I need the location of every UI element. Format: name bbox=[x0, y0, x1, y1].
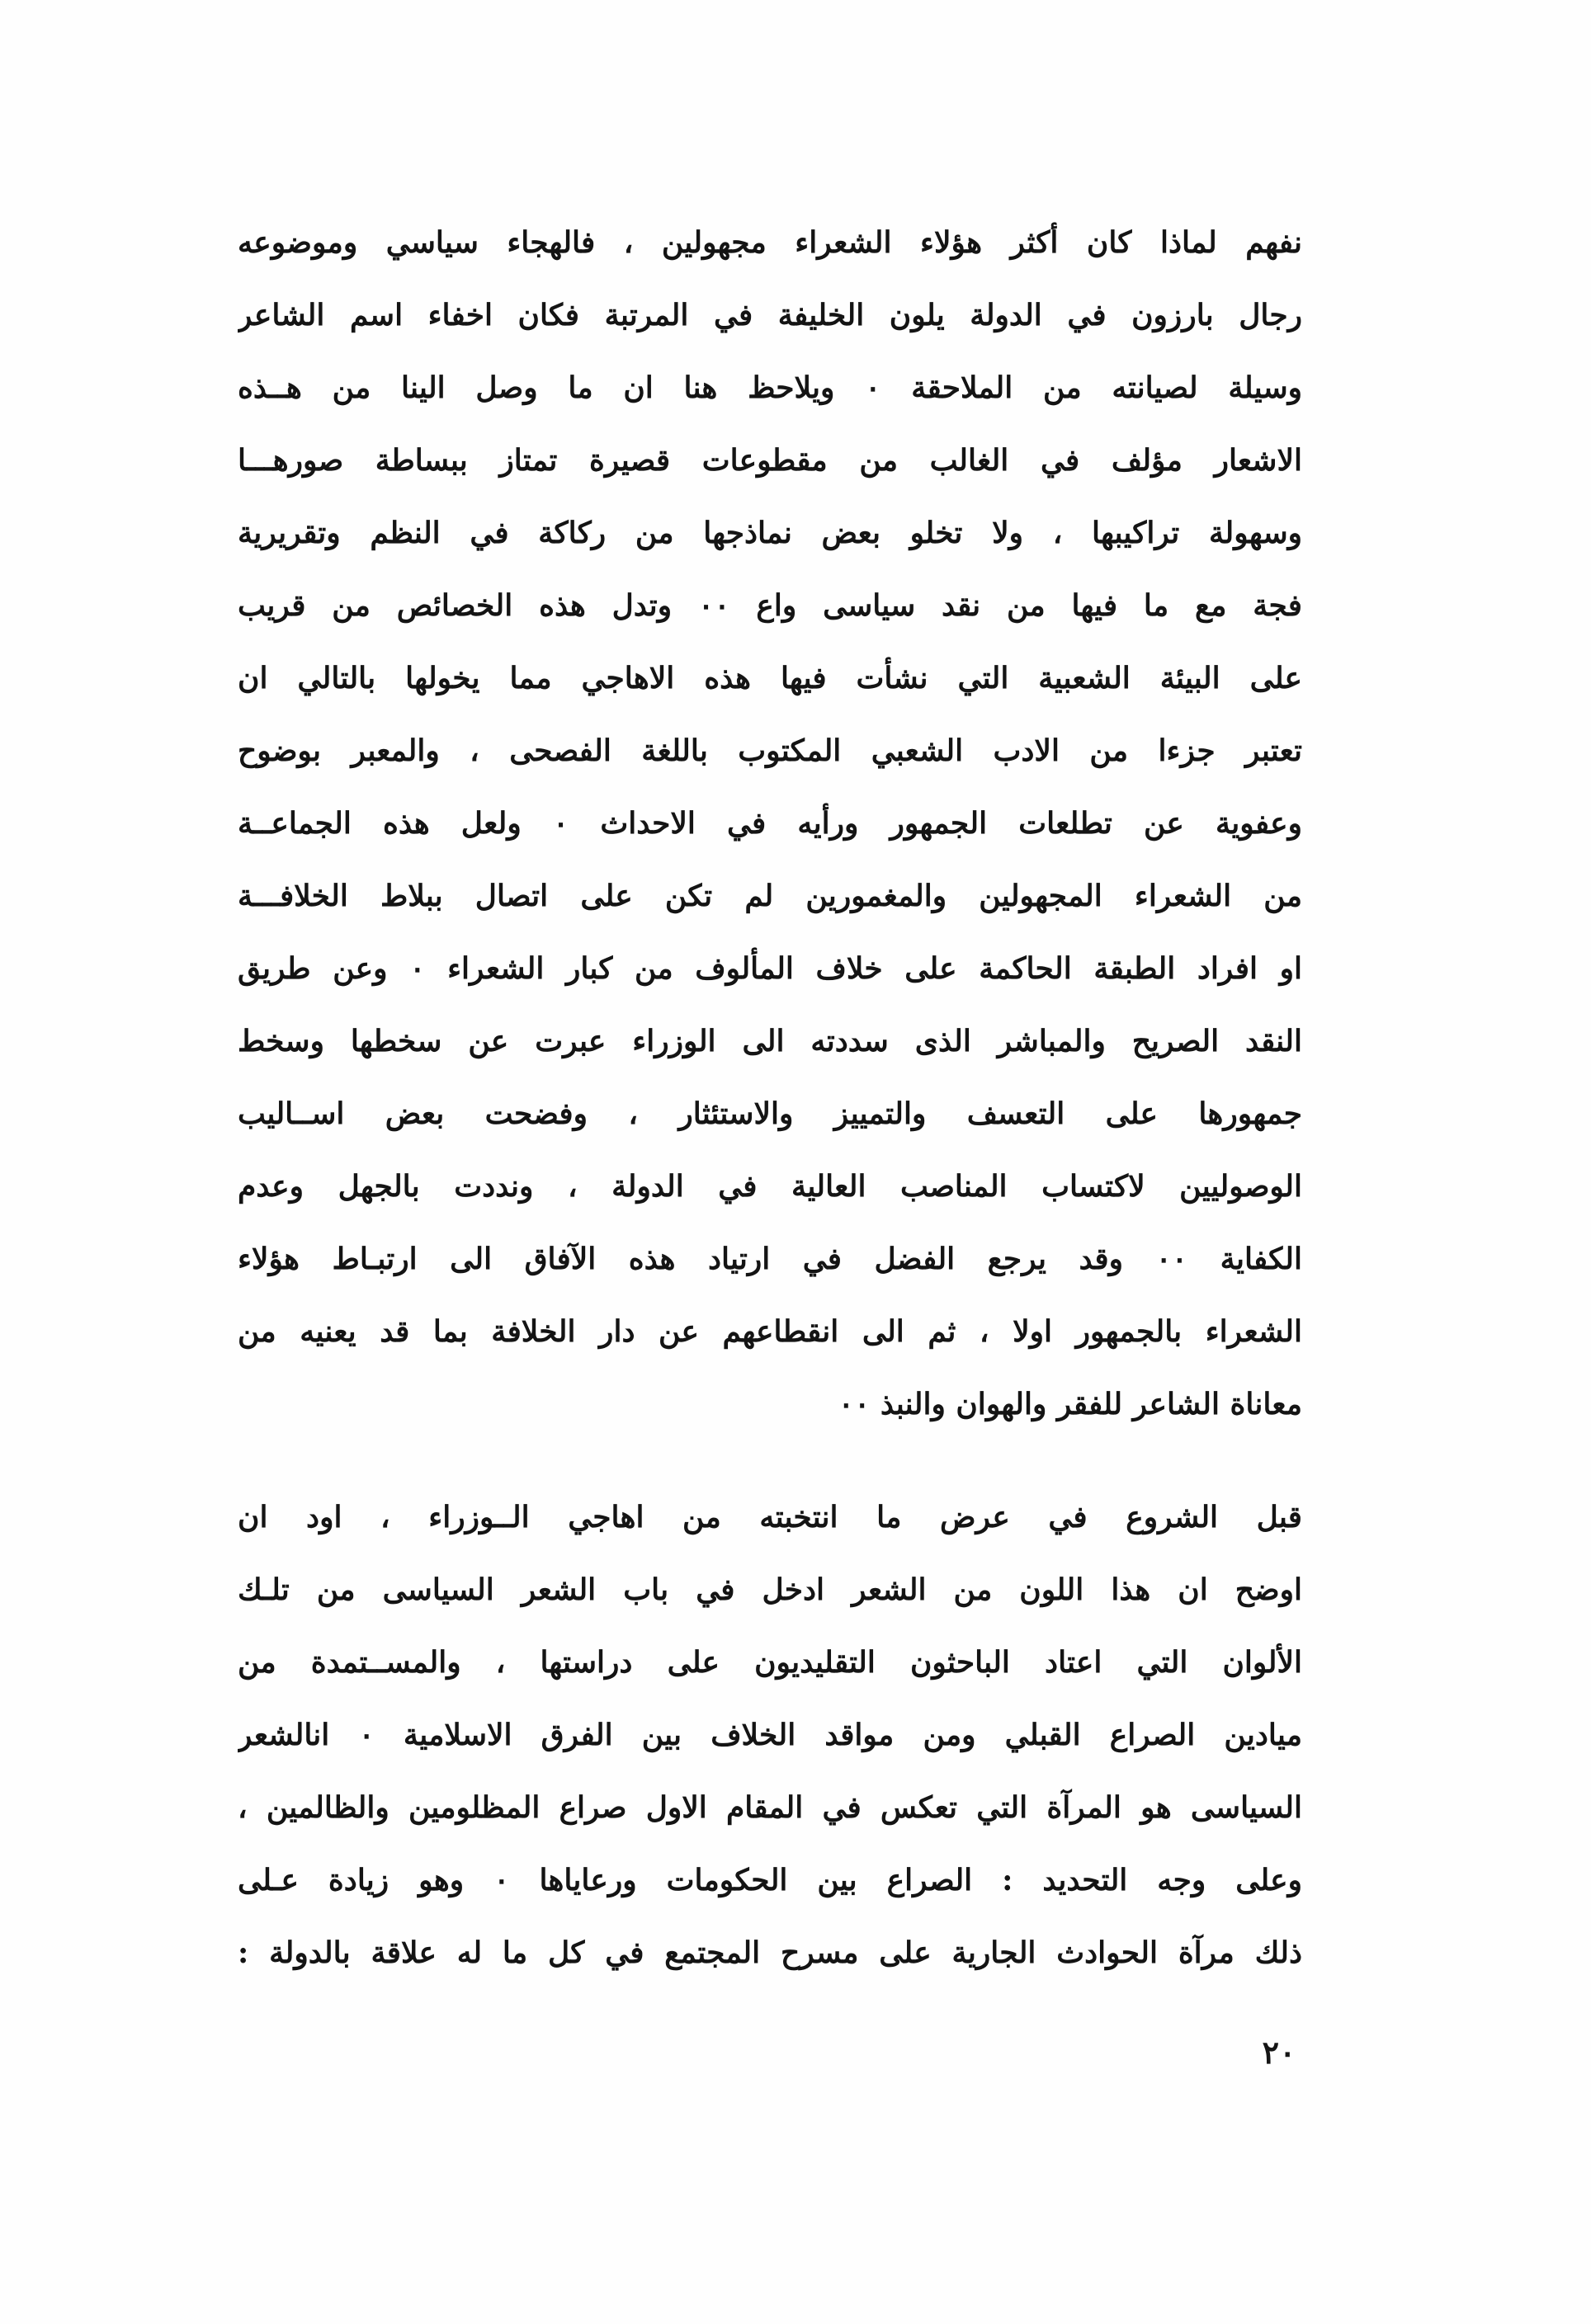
text-line: وعفوية عن تطلعات الجمهور ورأيه في الاحداث ٠ ولعل هذه الجماعــة bbox=[238, 806, 1302, 841]
text-line: وعلى وجه التحديد : الصراع بين الحكومات ورعاياها ٠ وهو زيادة عـلى bbox=[238, 1863, 1302, 1897]
text-line: نفهم لماذا كان أكثر هؤلاء الشعراء مجهولين ، فالهجاء سياسي وموضوعه bbox=[238, 225, 1302, 260]
text-line: ميادين الصراع القبلي ومن مواقد الخلاف بين الفرق الاسلامية ٠ انالشعر bbox=[238, 1718, 1302, 1752]
text-line: قبل الشروع في عرض ما انتخبته من اهاجي الــوزراء ، اود ان bbox=[238, 1500, 1302, 1534]
text-line: معاناة الشاعر للفقر والهوان والنبذ ٠٠ bbox=[838, 1387, 1302, 1421]
text-line: الكفاية ٠٠ وقد يرجع الفضل في ارتياد هذه الآفاق الى ارتبـاط هؤلاء bbox=[238, 1242, 1302, 1276]
text-line: على البيئة الشعبية التي نشأت فيها هذه الاهاجي مما يخولها بالتالي ان bbox=[238, 661, 1302, 695]
text-line: رجال بارزون في الدولة يلون الخليفة في المرتبة فكان اخفاء اسم الشاعر bbox=[238, 298, 1302, 332]
text-line: تعتبر جزءا من الادب الشعبي المكتوب باللغة الفصحى ، والمعبر بوضوح bbox=[238, 733, 1302, 768]
paragraph-1 bbox=[238, 206, 1302, 1440]
text-line: وسيلة لصيانته من الملاحقة ٠ ويلاحظ هنا ان ما وصل الينا من هــذه bbox=[238, 370, 1302, 405]
paragraph-2 bbox=[238, 1481, 1302, 1989]
text-line: الوصوليين لاكتساب المناصب العالية في الدولة ، ونددت بالجهل وعدم bbox=[238, 1169, 1302, 1204]
text-line: او افراد الطبقة الحاكمة على خلاف المألوف من كبار الشعراء ٠ وعن طريق bbox=[238, 951, 1302, 986]
text-line: وسهولة تراكيبها ، ولا تخلو بعض نماذجها من ركاكة في النظم وتقريرية bbox=[238, 516, 1302, 550]
text-line: النقد الصريح والمباشر الذى سددته الى الوزراء عبرت عن سخطها وسخط bbox=[238, 1024, 1302, 1058]
text-line: الألوان التي اعتاد الباحثون التقليديون على دراستها ، والمســتمدة من bbox=[238, 1645, 1302, 1680]
text-line: الشعراء بالجمهور اولا ، ثم الى انقطاعهم عن دار الخلافة بما قد يعنيه من bbox=[238, 1314, 1302, 1349]
text-line: الاشعار مؤلف في الغالب من مقطوعات قصيرة تمتاز ببساطة صورهـــا bbox=[238, 443, 1302, 478]
text-line: فجة مع ما فيها من نقد سياسى واع ٠٠ وتدل هذه الخصائص من قريب bbox=[238, 588, 1302, 623]
text-line: جمهورها على التعسف والتمييز والاستئثار ، وفضحت بعض اســاليب bbox=[238, 1096, 1302, 1131]
page-number: ٢٠ bbox=[1262, 2034, 1296, 2071]
text-line: من الشعراء المجهولين والمغمورين لم تكن على اتصال ببلاط الخلافـــة bbox=[238, 879, 1302, 913]
text-line: ذلك مرآة الحوادث الجارية على مسرح المجتمع في كل ما له علاقة بالدولة : bbox=[238, 1935, 1302, 1970]
text-line: السياسى هو المرآة التي تعكس في المقام الاول صراع المظلومين والظالمين ، bbox=[238, 1790, 1302, 1825]
text-line: اوضح ان هذا اللون من الشعر ادخل في باب الشعر السياسى من تلـك bbox=[238, 1572, 1302, 1607]
